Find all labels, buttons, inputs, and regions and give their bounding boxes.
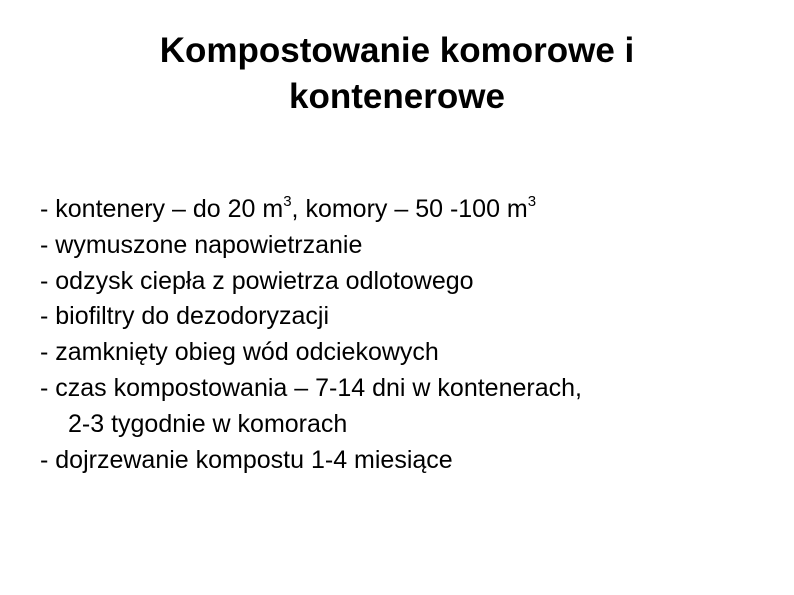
bullet-item-heat-recovery: - odzysk ciepła z powietrza odlotowego: [40, 266, 474, 295]
bullet-item-aeration: - wymuszone napowietrzanie: [40, 230, 363, 259]
bullet-item-composting-time: - czas kompostowania – 7-14 dni w kontenerach,: [40, 373, 582, 402]
slide-title-line-1: Kompostowanie komorowe i: [159, 31, 635, 70]
bullet-item-composting-time-continued: 2-3 tygodnie w komorach: [68, 409, 348, 438]
bullet-text: , komory – 50 -100 m: [291, 195, 528, 223]
bullet-item-biofilters: - biofiltry do dezodoryzacji: [40, 302, 330, 331]
slide-title: [0, 28, 794, 120]
bullet-list: [40, 192, 780, 478]
bullet-item-containers: [40, 192, 780, 228]
superscript: 3: [283, 193, 292, 210]
slide-title-line-2: kontenerowe: [289, 77, 505, 116]
bullet-item-maturation: - dojrzewanie kompostu 1-4 miesiące: [40, 445, 453, 474]
bullet-item-closed-loop: - zamknięty obieg wód odciekowych: [40, 338, 439, 367]
superscript: 3: [527, 193, 537, 210]
bullet-text: - kontenery – do 20 m: [40, 195, 284, 223]
